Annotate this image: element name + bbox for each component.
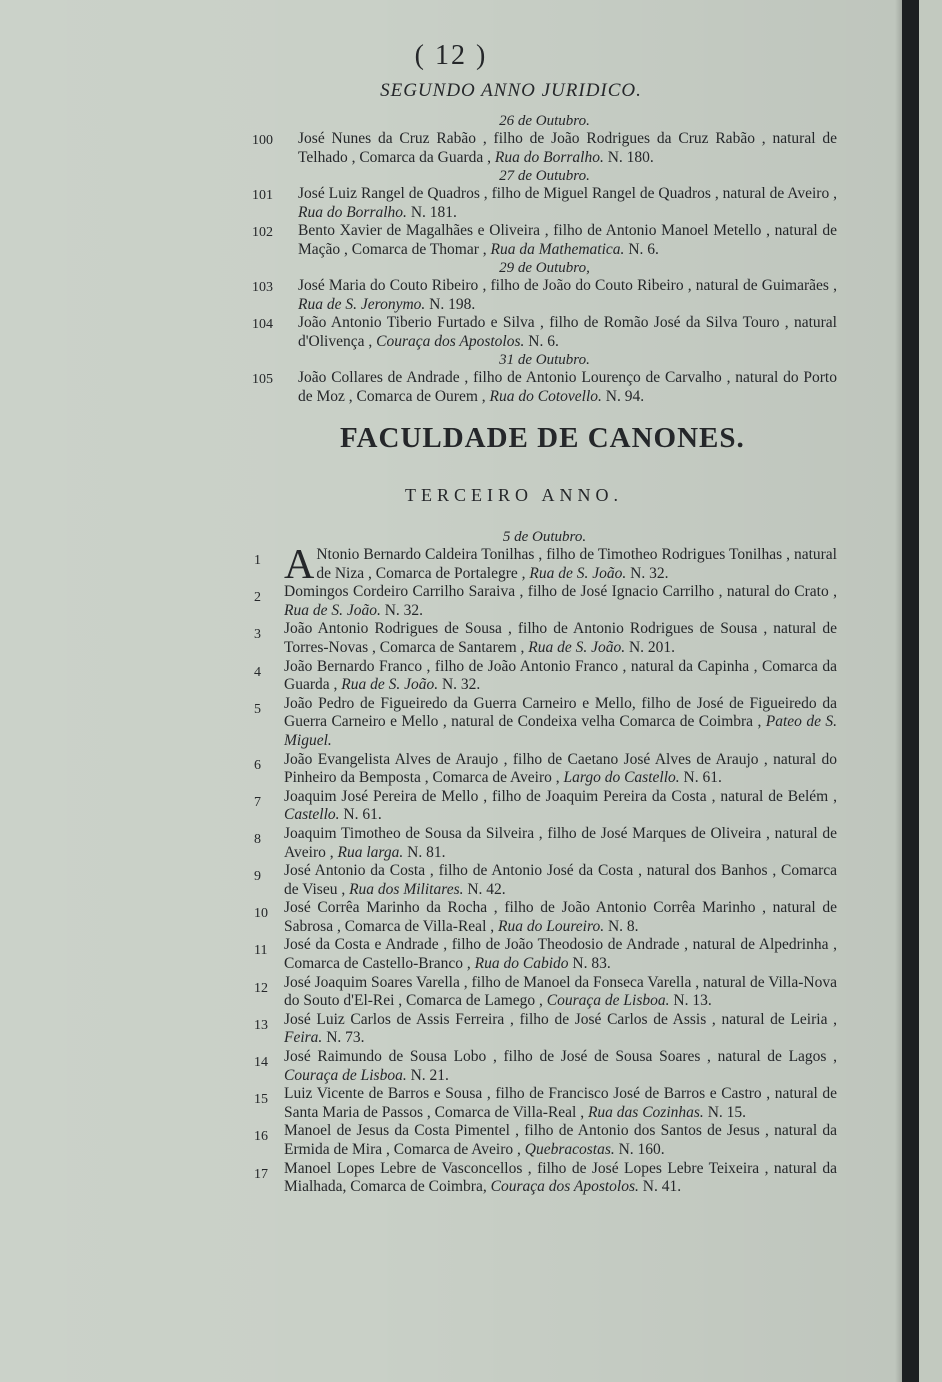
entry-number: 102 bbox=[252, 225, 273, 240]
date-heading: 31 de Outubro. bbox=[499, 352, 590, 368]
entry-house-number: N. 198. bbox=[425, 295, 476, 313]
entry-number: 5 bbox=[254, 701, 261, 717]
list-item bbox=[252, 1011, 837, 1048]
entry-body: Manoel de Jesus da Costa Pimentel , filho de Antonio dos Santos de Jesus , natural da Ermida de Mira , Comarca de Aveiro , bbox=[284, 1122, 837, 1158]
entry-street: Rua das Cozinhas. bbox=[587, 1103, 704, 1121]
list-item bbox=[252, 222, 837, 259]
entry-number: 12 bbox=[254, 980, 268, 996]
entries-segundo-anno bbox=[252, 112, 837, 406]
list-item bbox=[252, 314, 837, 351]
list-item bbox=[252, 695, 837, 751]
entry-body: José Corrêa Marinho da Rocha , filho de João Antonio Corrêa Marinho , natural de Sabrosa , Comarca de Villa-Real , bbox=[284, 899, 837, 935]
entry-text bbox=[284, 862, 837, 899]
entry-body: José Raimundo de Sousa Lobo , filho de José de Sousa Soares , natural de Lagos , bbox=[284, 1048, 837, 1066]
entry-body: João Evangelista Alves de Araujo , filho de Caetano José Alves de Araujo , natural do Pinheiro da Bemposta , Comarca de Aveiro , bbox=[284, 750, 837, 787]
entry-house-number: N. 6. bbox=[624, 240, 659, 258]
entry-number: 1 bbox=[254, 553, 261, 568]
entry-house-number: N. 32. bbox=[380, 601, 424, 619]
entry-house-number: N. 13. bbox=[669, 992, 712, 1010]
list-item bbox=[252, 277, 837, 314]
entry-body: Ntonio Bernardo Caldeira Tonilhas , filho de Timotheo Rodrigues Tonilhas , natural de Niza , Comarca de Portalegre , bbox=[316, 546, 837, 582]
entry-street: Pateo de S. Miguel. bbox=[284, 713, 837, 749]
entry-body: João Collares de Andrade , filho de Antonio Lourenço de Carvalho , natural do Porto de Moz , Comarca de Ourem , bbox=[298, 369, 837, 405]
entry-number: 2 bbox=[254, 590, 261, 606]
entry-house-number: N. 61. bbox=[679, 769, 722, 787]
entry-text bbox=[298, 130, 837, 167]
entry-text bbox=[284, 1048, 837, 1085]
entry-street: Rua da Mathematica. bbox=[490, 240, 625, 258]
entry-street: Rua do Borralho. bbox=[494, 148, 604, 166]
list-item bbox=[252, 936, 837, 973]
entry-street: Rua dos Militares. bbox=[349, 880, 464, 898]
entry-text bbox=[284, 788, 837, 825]
entry-street: Rua de S. João. bbox=[284, 601, 381, 619]
entry-number: 10 bbox=[254, 906, 268, 922]
entry-street: Couraça dos Apostolos. bbox=[490, 1178, 639, 1196]
entry-text bbox=[298, 185, 837, 222]
entry-text bbox=[298, 369, 837, 406]
entry-text bbox=[284, 936, 837, 973]
entry-text bbox=[284, 751, 837, 788]
entry-body: João Antonio Tiberio Furtado e Silva , filho de Romão José da Silva Touro , natural d'Olivença , bbox=[298, 314, 837, 350]
entry-street: Feira. bbox=[284, 1029, 323, 1047]
entry-house-number: N. 180. bbox=[603, 148, 654, 166]
entry-body: José Antonio da Costa , filho de Antonio José da Costa , natural dos Banhos , Comarca de Viseu , bbox=[284, 862, 837, 898]
entry-number: 16 bbox=[254, 1129, 268, 1145]
entry-body: Manoel Lopes Lebre de Vasconcellos , filho de José Lopes Lebre Teixeira , natural da Mialhada, Comarca de Coimbra, bbox=[284, 1159, 837, 1196]
entry-street: Rua de S. João. bbox=[341, 676, 439, 694]
entry-number: 13 bbox=[254, 1017, 268, 1033]
list-item bbox=[252, 369, 837, 406]
entry-text bbox=[284, 1160, 837, 1197]
entry-street: Couraça de Lisboa. bbox=[546, 992, 670, 1010]
entry-number: 11 bbox=[254, 943, 268, 959]
entry-number: 6 bbox=[254, 757, 261, 773]
list-item bbox=[252, 658, 837, 695]
entry-number: 104 bbox=[252, 317, 273, 332]
entry-text bbox=[284, 583, 837, 620]
date-heading: 27 de Outubro. bbox=[499, 168, 590, 184]
entry-street: Rua do Cabido bbox=[474, 955, 569, 973]
list-item bbox=[252, 1048, 837, 1085]
entry-number: 3 bbox=[254, 627, 261, 643]
entry-text bbox=[284, 1011, 837, 1048]
entry-number: 9 bbox=[254, 869, 261, 885]
list-item bbox=[252, 185, 837, 222]
entry-number: 14 bbox=[254, 1055, 268, 1071]
entry-street: Rua de S. Jeronymo. bbox=[298, 295, 426, 313]
entry-house-number: N. 21. bbox=[406, 1066, 449, 1084]
entry-street: Rua do Cotovello. bbox=[489, 387, 602, 405]
entry-house-number: N. 94. bbox=[601, 387, 645, 405]
entry-house-number: N. 73. bbox=[322, 1029, 365, 1047]
page-number: ( 12 ) bbox=[414, 40, 488, 71]
list-item bbox=[252, 825, 837, 862]
entry-house-number: N. 201. bbox=[625, 638, 676, 656]
list-item bbox=[252, 1085, 837, 1122]
list-item bbox=[252, 751, 837, 788]
entry-house-number: N. 83. bbox=[568, 955, 611, 973]
entry-body: Luiz Vicente de Barros e Sousa , filho de Francisco José de Barros e Castro , natural de Santa Maria de Passos , Comarca de Villa-Real , bbox=[284, 1085, 837, 1121]
entry-text bbox=[284, 695, 837, 751]
entry-number: 17 bbox=[254, 1166, 268, 1182]
next-page-edge bbox=[919, 0, 942, 1382]
entry-body: Bento Xavier de Magalhães e Oliveira , filho de Antonio Manoel Metello , natural de Mação , Comarca de Thomar , bbox=[298, 222, 837, 258]
gutter-shadow bbox=[895, 0, 902, 1382]
entry-house-number: N. 160. bbox=[614, 1141, 665, 1158]
entry-body: José Luiz Carlos de Assis Ferreira , filho de José Carlos de Assis , natural de Leiria , bbox=[284, 1010, 837, 1028]
entry-text bbox=[284, 1085, 837, 1122]
entry-body: José Joaquim Soares Varella , filho de Manoel da Fonseca Varella , natural de Villa-Nova do Souto d'El-Rei , Comarca de Lamego , bbox=[284, 973, 837, 1010]
entry-text bbox=[298, 314, 837, 351]
list-item bbox=[252, 862, 837, 899]
year-heading: TERCEIRO ANNO. bbox=[405, 485, 623, 505]
list-item bbox=[252, 974, 837, 1011]
entry-body: Domingos Cordeiro Carrilho Saraiva , filho de José Ignacio Carrilho , natural do Crato , bbox=[284, 583, 837, 601]
entry-text bbox=[284, 974, 837, 1011]
running-title: SEGUNDO ANNO JURIDICO. bbox=[380, 80, 642, 101]
entry-body: Joaquim Timotheo de Sousa da Silveira , filho de José Marques de Oliveira , natural de Aveiro , bbox=[284, 824, 837, 861]
entry-house-number: N. 8. bbox=[604, 917, 639, 935]
date-heading: 29 de Outubro, bbox=[499, 260, 590, 276]
entry-street: Couraça dos Apostolos. bbox=[376, 332, 525, 350]
entry-body: José Maria do Couto Ribeiro , filho de João do Couto Ribeiro , natural de Guimarães , bbox=[298, 277, 837, 294]
entry-house-number: N. 41. bbox=[638, 1178, 682, 1196]
entry-street: Rua de S. João. bbox=[528, 638, 626, 656]
entry-house-number: N. 32. bbox=[626, 564, 669, 582]
list-item bbox=[252, 899, 837, 936]
entry-body: Joaquim José Pereira de Mello , filho de Joaquim Pereira da Costa , natural de Belém , bbox=[284, 787, 837, 805]
entry-text bbox=[298, 222, 837, 259]
entry-street: Rua larga. bbox=[337, 843, 404, 861]
list-item bbox=[252, 620, 837, 657]
list-item bbox=[252, 788, 837, 825]
entry-street: Castello. bbox=[284, 806, 340, 824]
entry-body: José da Costa e Andrade , filho de João Theodosio de Andrade , natural de Alpedrinha , Comarca de Castello-Branco , bbox=[284, 936, 837, 973]
faculty-heading: FACULDADE DE CANONES. bbox=[340, 422, 745, 454]
entry-body: João Antonio Rodrigues de Sousa , filho de Antonio Rodrigues de Sousa , natural de Torres-Novas , Comarca de Santarem , bbox=[284, 620, 837, 656]
entries-terceiro-anno bbox=[252, 528, 837, 1197]
entry-house-number: N. 61. bbox=[339, 806, 382, 824]
entry-street: Rua do Loureiro. bbox=[498, 917, 605, 935]
entry-body: João Bernardo Franco , filho de João Antonio Franco , natural da Capinha , Comarca da Guarda , bbox=[284, 657, 837, 694]
entry-text bbox=[284, 542, 837, 588]
entry-text bbox=[298, 277, 837, 314]
entry-text bbox=[284, 899, 837, 936]
entry-number: 4 bbox=[254, 664, 261, 680]
entry-street: Rua de S. João. bbox=[529, 564, 627, 582]
entry-number: 103 bbox=[252, 280, 273, 295]
drop-cap: A bbox=[284, 542, 315, 588]
entry-house-number: N. 81. bbox=[403, 843, 446, 861]
entry-house-number: N. 32. bbox=[438, 676, 481, 694]
entry-number: 8 bbox=[254, 831, 261, 847]
list-item bbox=[252, 1122, 837, 1159]
entry-street: Couraça de Lisboa. bbox=[284, 1066, 407, 1084]
list-item bbox=[252, 542, 837, 588]
entry-house-number: N. 15. bbox=[703, 1103, 747, 1121]
entry-house-number: N. 6. bbox=[524, 332, 559, 350]
entry-number: 100 bbox=[252, 133, 273, 148]
entry-text bbox=[284, 620, 837, 657]
entry-number: 105 bbox=[252, 372, 273, 387]
entry-number: 15 bbox=[254, 1092, 268, 1108]
entry-body: José Nunes da Cruz Rabão , filho de João Rodrigues da Cruz Rabão , natural de Telhado , Comarca da Guarda , bbox=[298, 130, 837, 166]
entry-street: Largo do Castello. bbox=[563, 769, 680, 787]
list-item bbox=[252, 130, 837, 167]
entry-text bbox=[284, 1122, 837, 1159]
entry-text bbox=[284, 825, 837, 862]
entry-house-number: N. 42. bbox=[463, 880, 506, 898]
entry-number: 101 bbox=[252, 188, 273, 203]
date-heading: 5 de Outubro. bbox=[502, 529, 587, 545]
list-item bbox=[252, 1160, 837, 1197]
entry-street: Rua do Borralho. bbox=[298, 203, 407, 221]
list-item bbox=[252, 583, 837, 620]
entry-street: Quebracostas. bbox=[524, 1141, 615, 1158]
entry-house-number: N. 181. bbox=[406, 203, 457, 221]
entry-text bbox=[284, 658, 837, 695]
entry-body: José Luiz Rangel de Quadros , filho de Miguel Rangel de Quadros , natural de Aveiro , bbox=[298, 185, 837, 202]
entry-number: 7 bbox=[254, 794, 261, 810]
date-heading: 26 de Outubro. bbox=[499, 113, 590, 129]
entry-body: João Pedro de Figueiredo da Guerra Carneiro e Mello, filho de José de Figueiredo da Guerra Carneiro e Mello , natural de Condeixa velha Comarca de Coimbra , bbox=[284, 694, 837, 731]
